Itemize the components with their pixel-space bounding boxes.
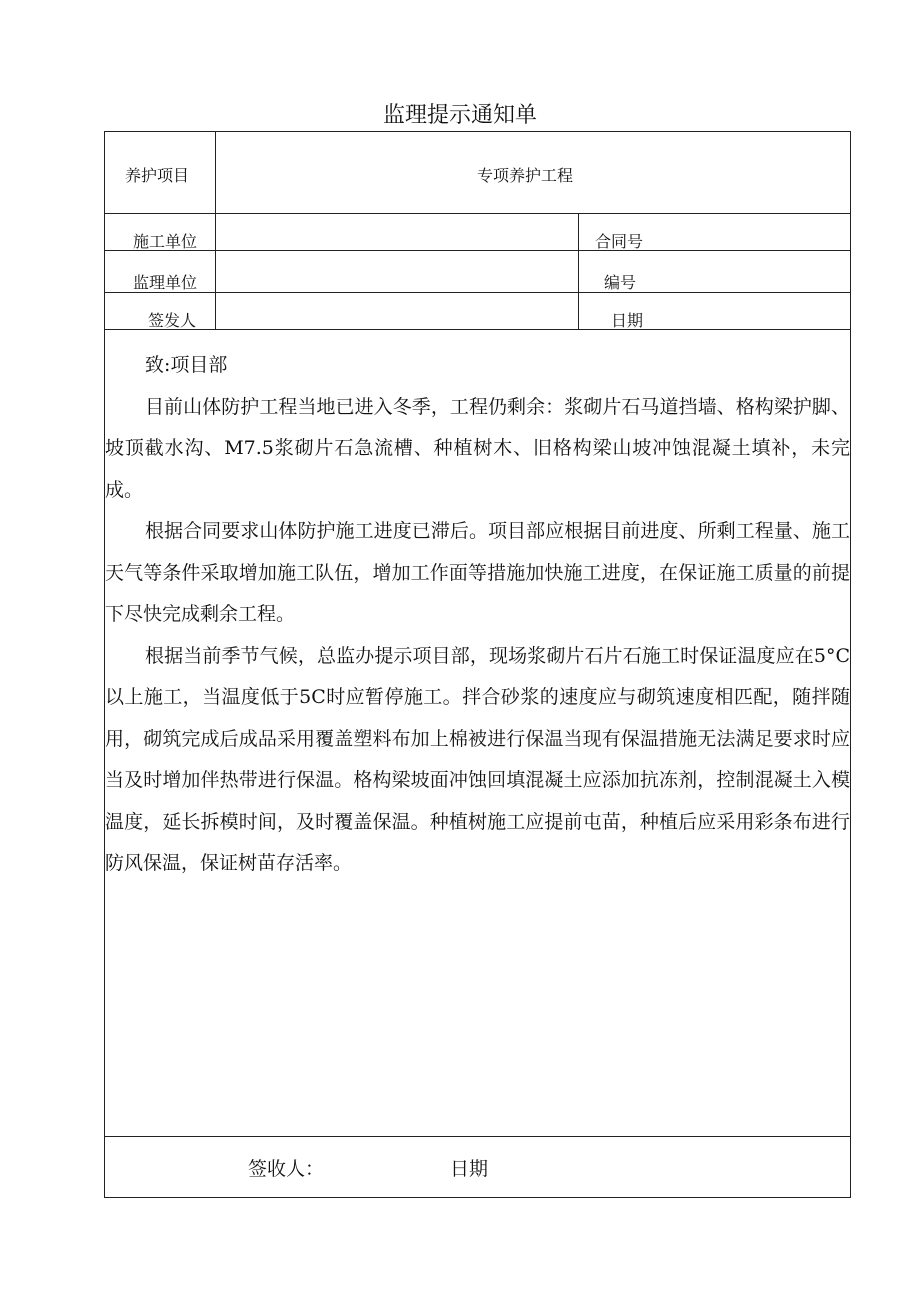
serial-label: 编号 <box>604 273 637 292</box>
row-divider <box>105 213 850 214</box>
row-divider <box>105 250 850 251</box>
notice-form <box>104 131 851 1198</box>
paragraph: 根据合同要求山体防护施工进度已滞后。项目部应根据目前进度、所剩工程量、施工天气等条件采取增加施工队伍，增加工作面等措施加快施工进度，在保证施工质量的前提下尽快完成剩余工程。 <box>105 520 850 625</box>
paragraph: 根据当前季节气候，总监办提示项目部，现场浆砌片石片石施工时保证温度应在5°C以上施工，当温度低于5C时应暂停施工。拌合砂浆的速度应与砌筑速度相匹配，随拌随用，砌筑完成后成品采用覆盖塑料布加上棉被进行保温当现有保温措施无法满足要求时应当及时增加伴热带进行保温。格构梁坡面冲蚀回填混凝土应添加抗冻剂，控制混凝土入模温度，延长拆模时间，及时覆盖保温。种植树施工应提前屯苗，种植后应采用彩条布进行防风保温，保证树苗存活率。 <box>105 644 850 874</box>
paragraph: 目前山体防护工程当地已进入冬季，工程仍剩余：浆砌片石马道挡墙、格构梁护脚、坡顶截水沟、M7.5浆砌片石急流槽、种植树木、旧格构梁山坡冲蚀混凝土填补，未完成。 <box>105 395 850 501</box>
row-divider <box>105 292 850 293</box>
contractor-label: 施工单位 <box>133 232 198 251</box>
column-divider <box>578 213 579 329</box>
row-divider <box>105 1136 850 1137</box>
receipt-date-label: 日期 <box>450 1158 489 1180</box>
date-label: 日期 <box>611 311 644 330</box>
page-title: 监理提示通知单 <box>382 103 537 128</box>
contract-no-label: 合同号 <box>595 232 644 251</box>
project-label: 养护项目 <box>125 166 190 185</box>
issuer-label: 签发人 <box>148 311 197 330</box>
receiver-label: 签收人： <box>248 1158 325 1180</box>
row-divider <box>105 329 850 330</box>
notice-body <box>105 345 850 885</box>
project-value: 专项养护工程 <box>477 166 574 185</box>
column-divider <box>215 132 216 329</box>
recipient: 致:项目部 <box>145 354 228 376</box>
supervisor-label: 监理单位 <box>133 273 198 292</box>
